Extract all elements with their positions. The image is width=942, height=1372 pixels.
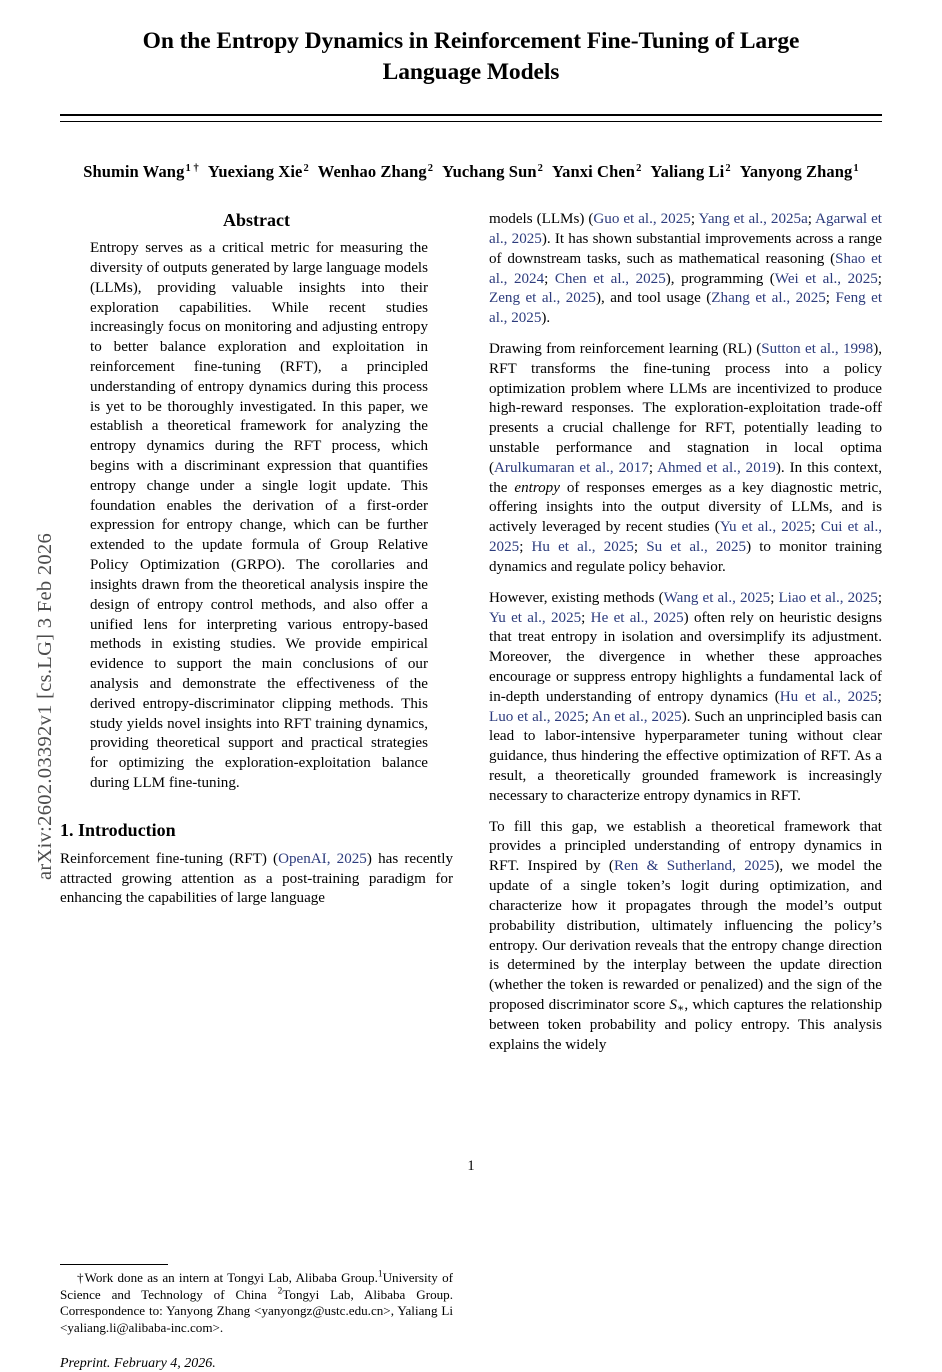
citation-link[interactable]: Luo et al., 2025 <box>489 708 585 725</box>
citation-link[interactable]: Zhang et al., 2025 <box>711 290 826 307</box>
citation-link[interactable]: Guo et al., 2025 <box>593 211 691 228</box>
text-run: However, existing methods ( <box>489 589 664 606</box>
abstract-text: Entropy serves as a critical metric for measuring the diversity of outputs generated by large language models (LLMs), providing valuable insights into their exploration capabilities. While recent studies increasingly focus on monitoring and adjusting entropy to better balance exploration and exploitation in reinforcement fine-tuning (RFT), a principled understanding of entropy dynamics during this process is yet to be thoroughly investigated. In this paper, we establish a theoretical framework for analyzing the entropy dynamics during the RFT process, which begins with a discriminant expression that quantifies entropy change under a single logit update. This foundation enables the derivation of a first-order expression for entropy change, which can be further extended to the update formula of Group Relative Policy Optimization (GRPO). The corollaries and insights drawn from the theoretical analysis inspire the design of entropy control methods, and also offer a unified lens for interpreting various entropy-based methods in existing studies. We provide empirical evidence to support the main conclusions of our analysis and demonstrate the effectiveness of the derived entropy-discriminator clipping methods. This study yields novel insights into RFT training dynamics, providing theoretical support and practical strategies for optimizing the exploration-exploitation balance during LLM fine-tuning. <box>90 240 428 792</box>
author-name: Yaliang Li <box>650 162 725 182</box>
author-affiliation-mark: 2 <box>636 162 642 174</box>
text-run: ; <box>877 589 883 606</box>
body-paragraph-4 <box>489 818 882 1056</box>
text-run: Drawing from reinforcement learning (RL) ( <box>489 340 762 357</box>
text-run: ). It has shown substantial improvements across a range of downstream tasks, such as mathematical reasoning ( <box>489 230 882 267</box>
title-divider <box>60 114 882 122</box>
citation-link[interactable]: Yu et al., 2025 <box>489 609 582 626</box>
author-entry <box>650 162 730 181</box>
author-entry <box>740 162 859 181</box>
preprint-line: Preprint. February 4, 2026. <box>60 1355 216 1371</box>
left-column <box>60 210 453 1371</box>
text-run: ; <box>877 270 882 287</box>
author-affiliation-mark: 2 <box>725 162 731 174</box>
text-run: ), and tool usage ( <box>595 290 712 307</box>
citation-link[interactable]: Cui et al., 2025 <box>489 519 883 556</box>
citation-link[interactable]: Wang et al., 2025 <box>663 589 771 606</box>
author-entry <box>208 162 309 181</box>
citation-link[interactable]: Ren & Sutherland, 2025 <box>613 858 775 875</box>
citation-link[interactable]: Sutton et al., 1998 <box>761 340 874 357</box>
footnote-divider <box>60 1264 168 1265</box>
text-run: To fill this gap, we establish a theoretical framework that provides a principled understanding of entropy dynamics in RFT. Inspired by ( <box>489 818 882 875</box>
author-entry <box>83 162 199 181</box>
text-run: ), we model the update of a single token’s logit during optimization, and characterize how it propagates through the model’s output probability distribution, ultimately influencing the policy’s entropy. Our derivation reveals that the entropy change direction is determined by the interplay between the update direction (whether the token is rewarded or penalized) and the sign of the proposed discriminator score <box>489 858 883 1013</box>
math-symbol-discriminator-score <box>669 997 684 1013</box>
author-affiliation-mark: 1 † <box>185 162 199 174</box>
page-title: On the Entropy Dynamics in Reinforcement Fine-Tuning of Large Language Models <box>142 28 800 85</box>
text-run: ; <box>519 539 532 556</box>
math-symbol-base: S <box>669 996 677 1013</box>
citation-link[interactable]: An et al., 2025 <box>591 708 682 725</box>
text-run: ), RFT transforms the fine-tuning process into a policy optimization problem where LLMs are incentivized to produce high-reward responses. The exploration-exploitation trade-off presents a crucial challenge for RFT, potentially leading to unstable performance and stagnation in local optima ( <box>489 340 883 476</box>
author-entry <box>552 162 641 181</box>
citation-link[interactable]: He et al., 2025 <box>590 609 684 626</box>
text-run: models (LLMs) ( <box>489 211 594 228</box>
author-affiliation-mark: 2 <box>537 162 543 174</box>
author-name: Wenhao Zhang <box>317 162 427 182</box>
text-run: ). <box>541 310 551 327</box>
text-run: ; <box>544 270 555 287</box>
affiliation-mark-1: 1 <box>377 1269 383 1280</box>
citation-link[interactable]: Chen et al., 2025 <box>554 270 666 287</box>
citation-link[interactable]: Zeng et al., 2025 <box>489 290 596 307</box>
citation-link[interactable]: Yang et al., 2025a <box>698 211 808 228</box>
citation-link[interactable]: Yu et al., 2025 <box>719 519 812 536</box>
text-run: ; <box>825 290 836 307</box>
affiliation-mark-2: 2 <box>277 1286 283 1297</box>
paper-page <box>60 0 883 1371</box>
body-paragraph-1 <box>489 210 882 329</box>
author-name: Yuchang Sun <box>442 162 537 182</box>
text-run: ; <box>690 211 699 228</box>
text-run: ; <box>877 688 882 705</box>
citation-link[interactable]: Ahmed et al., 2019 <box>657 459 776 476</box>
footnote-intern-note: †Work done as an intern at Tongyi Lab, Alibaba Group. <box>77 1270 378 1286</box>
author-name: Yuexiang Xie <box>207 162 303 182</box>
text-run: ) to monitor training dynamics and regulate policy behavior. <box>489 539 882 575</box>
arxiv-stamp <box>0 0 56 1200</box>
author-affiliation-mark: 1 <box>853 162 859 174</box>
footnote-area <box>60 1264 453 1372</box>
intro-paragraph-1 <box>60 850 453 909</box>
citation-link[interactable]: Hu et al., 2025 <box>531 539 634 556</box>
intro-text-part-1: Reinforcement fine-tuning (RFT) ( <box>60 850 279 867</box>
citation-link[interactable]: OpenAI, 2025 <box>278 850 367 867</box>
citation-link[interactable]: Su et al., 2025 <box>646 539 747 556</box>
body-paragraph-3 <box>489 589 882 807</box>
citation-link[interactable]: Hu et al., 2025 <box>779 688 878 705</box>
author-entry <box>318 162 433 181</box>
citation-link[interactable]: Liao et al., 2025 <box>778 589 878 606</box>
right-column <box>489 210 882 1055</box>
citation-link[interactable]: Shao et al., 2024 <box>489 250 883 287</box>
author-entry <box>442 162 543 181</box>
text-run: ; <box>584 708 592 725</box>
text-run: ). Such an unprincipled basis can lead to labor-intensive hyperparameter tuning without clear guidance, thus hindering the effective optimization of RFT. As a result, a theoretically grounded framework is increasingly necessary to characterize entropy dynamics in RFT. <box>489 708 882 804</box>
text-run: ), programming ( <box>665 270 775 287</box>
citation-link[interactable]: Wei et al., 2025 <box>774 270 878 287</box>
author-affiliation-mark: 2 <box>303 162 309 174</box>
text-run: of responses emerges as a key diagnostic metric, offering insights into the output diversity of LLMs, and is actively leveraged by recent studies ( <box>489 479 882 536</box>
author-name: Shumin Wang <box>83 162 185 182</box>
citation-link[interactable]: Arulkumaran et al., 2017 <box>494 459 649 476</box>
citation-link[interactable]: Agarwal et al., 2025 <box>489 211 882 247</box>
author-affiliation-mark: 2 <box>427 162 434 174</box>
abstract-heading: Abstract <box>223 210 290 231</box>
math-symbol-subscript: ∗ <box>676 1002 685 1015</box>
affiliation-2-and-correspondence: Tongyi Lab, Alibaba Group. Correspondence to: Yanyong Zhang <yanyongz@ustc.edu.cn>, Yaliang Li <yaliang.li@alibaba-inc.com>. <box>60 1286 453 1335</box>
body-paragraph-2 <box>489 340 882 578</box>
arxiv-stamp-text: arXiv:2602.03392v1 [cs.LG] 3 Feb 2026 <box>34 532 56 880</box>
footnote-text <box>60 1270 453 1337</box>
text-run: ; <box>648 459 658 476</box>
emphasized-term: entropy <box>514 479 560 496</box>
page-number: 1 <box>467 1158 475 1174</box>
title-block <box>60 0 882 122</box>
text-run: ; <box>770 589 779 606</box>
author-name: Yanxi Chen <box>551 162 636 182</box>
citation-link[interactable]: Feng et al., 2025 <box>489 290 883 327</box>
two-column-body <box>60 210 883 1371</box>
text-run: ; <box>581 609 591 626</box>
author-name: Yanyong Zhang <box>739 162 853 182</box>
text-run: ; <box>633 539 647 556</box>
text-run: ) often rely on heuristic designs that treat entropy in isolation and oversimplify its adjustment. Moreover, the divergence in whether these approaches encourage or suppress entropy highlights a fundamental lack of in-depth understanding of entropy dynamics ( <box>489 609 882 705</box>
intro-text-part-2: ) has recently attracted growing attention as a post-training paradigm for enhancing the capabilities of large language <box>60 850 453 907</box>
author-list <box>60 162 882 182</box>
text-run: ; <box>807 211 816 228</box>
text-run: , which captures the relationship between token probability and policy entropy. This analysis explains the widely <box>489 996 883 1053</box>
affiliation-1: University of Science and Technology of China <box>60 1270 453 1302</box>
text-run: ; <box>811 519 821 536</box>
text-run: ). In this context, the <box>489 459 882 496</box>
section-heading-introduction: 1. Introduction <box>60 819 176 840</box>
